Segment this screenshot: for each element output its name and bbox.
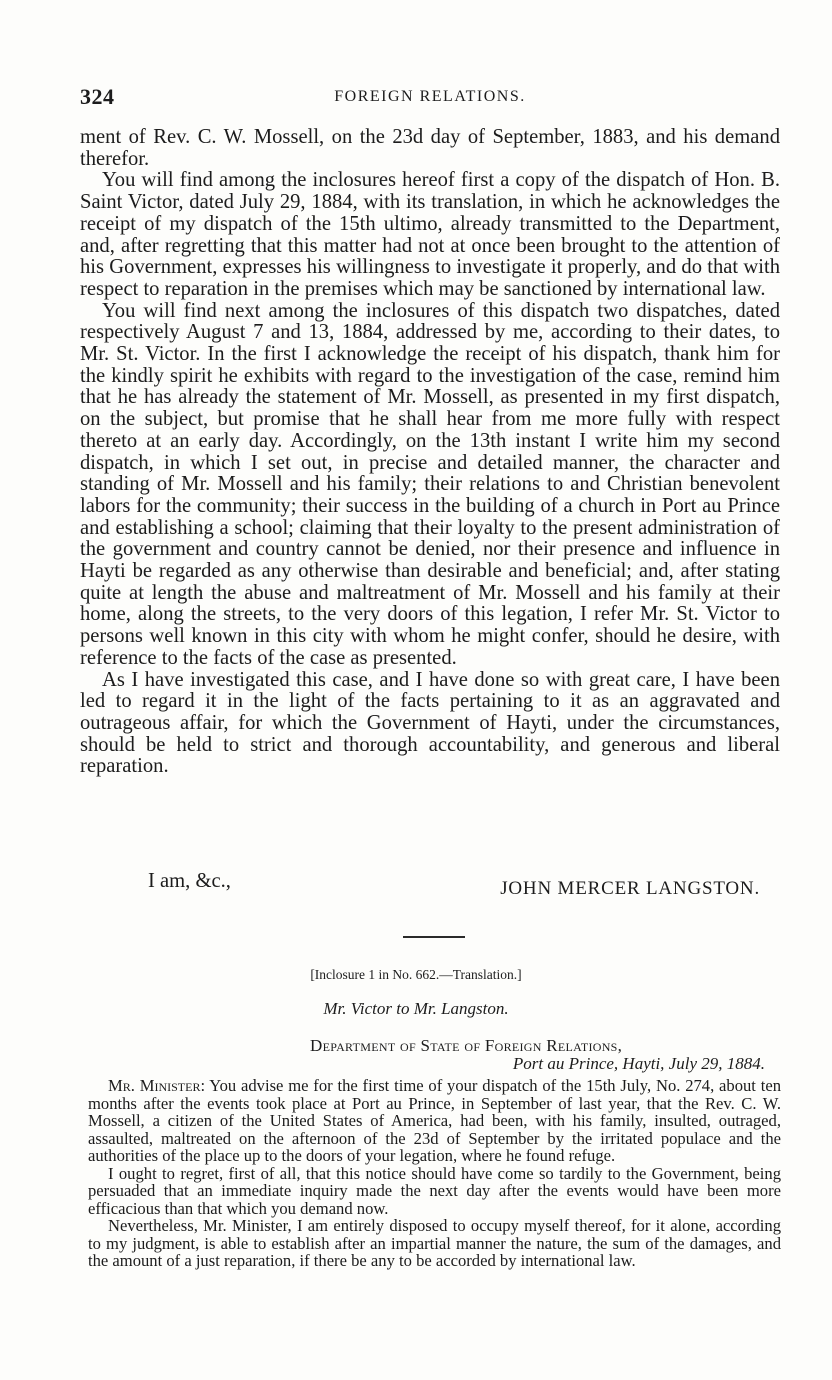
inclosure-body bbox=[88, 1077, 781, 1270]
dateline bbox=[310, 1037, 765, 1073]
salutation: Mr. Minister bbox=[108, 1076, 201, 1095]
inclosure-paragraph: I ought to regret, first of all, that this notice should have come so tardily to the Government, being persuaded that an immediate inquiry made the next day after the events would have been more efficacious than that which you demand now. bbox=[88, 1163, 781, 1218]
section-divider bbox=[403, 936, 465, 938]
running-head: FOREIGN RELATIONS. bbox=[334, 88, 526, 105]
inclosure-paragraph bbox=[88, 1077, 781, 1165]
page-header bbox=[80, 84, 780, 112]
inclosure-paragraph: Nevertheless, Mr. Minister, I am entirely disposed to occupy myself thereof, for it alone, according to my judgment, is able to establish after an impartial manner the nature, the sum of the damages, and the amount of a just reparation, if there be any to be accorded by international law. bbox=[88, 1216, 781, 1270]
letter-body bbox=[80, 127, 780, 778]
closing-phrase: I am, &c., bbox=[148, 870, 231, 892]
department-name: Department of State of Foreign Relations, bbox=[310, 1036, 623, 1055]
inclosure-paragraph-text: : You advise me for the first time of your dispatch of the 15th July, No. 274, about ten months after the events took place at Port au Prince, in September of last year, that the Rev. C. W. Mossell, a citizen of the United States of America, had been, with his family, insulted, outraged, assaulted, maltreated on the afternoon of the 23d of September by the irritated populace and the authorities of the place up to the doors of your legation, where he found refuge. bbox=[88, 1076, 782, 1165]
page-number: 324 bbox=[80, 84, 115, 109]
inclosure-label: [Inclosure 1 in No. 662.—Translation.] bbox=[310, 967, 522, 982]
letter-closing bbox=[80, 870, 780, 920]
body-paragraph: ment of Rev. C. W. Mossell, on the 23d day of September, 1883, and his demand therefor. bbox=[80, 126, 780, 170]
inclosure-title: Mr. Victor to Mr. Langston. bbox=[323, 999, 509, 1018]
place-date: Port au Prince, Hayti, July 29, 1884. bbox=[512, 1054, 765, 1073]
signature: JOHN MERCER LANGSTON. bbox=[500, 878, 760, 899]
body-paragraph: You will find next among the inclosures of this dispatch two dispatches, dated respectively August 7 and 13, 1884, addressed by me, according to their dates, to Mr. St. Victor. In the first I acknowledge the receipt of his dispatch, thank him for the kindly spirit he exhibits with regard to the investigation of the case, remind him that he has already the statement of Mr. Mossell, as presented in my first dispatch, on the subject, but promise that he shall hear from me more fully with respect thereto at an early day. Accordingly, on the 13th instant I write him my second dispatch, in which I set out, in precise and detailed manner, the character and standing of Mr. Mossell and his family; their relations to and Christian benevolent labors for the community; their success in the building of a church in Port au Prince and establishing a school; claiming that their loyalty to the present administration of the government and country cannot be denied, nor their presence and influence in Hayti be regarded as any otherwise than desirable and beneficial; and, after stating quite at length the abuse and maltreatment of Mr. Mossell and his family at their home, along the streets, to the very doors of this legation, I refer Mr. St. Victor to persons well known in this city with whom he might confer, should he desire, with reference to the facts of the case as presented. bbox=[80, 299, 780, 669]
body-paragraph: As I have investigated this case, and I have done so with great care, I have been led to regard it in the light of the facts pertaining to it as an aggravated and outrageous affair, for which the Government of Hayti, under the circumstances, should be held to strict and thorough accountability, and generous and liberal reparation. bbox=[80, 668, 780, 778]
body-paragraph: You will find among the inclosures hereof first a copy of the dispatch of Hon. B. Saint Victor, dated July 29, 1884, with its translation, in which he acknowledges the receipt of my dispatch of the 15th ultimo, already transmitted to the Department, and, after regretting that this matter had not at once been brought to the attention of his Government, expresses his willingness to investigate it properly, and do that with respect to reparation in the premises which may be sanctioned by international law. bbox=[80, 169, 780, 300]
